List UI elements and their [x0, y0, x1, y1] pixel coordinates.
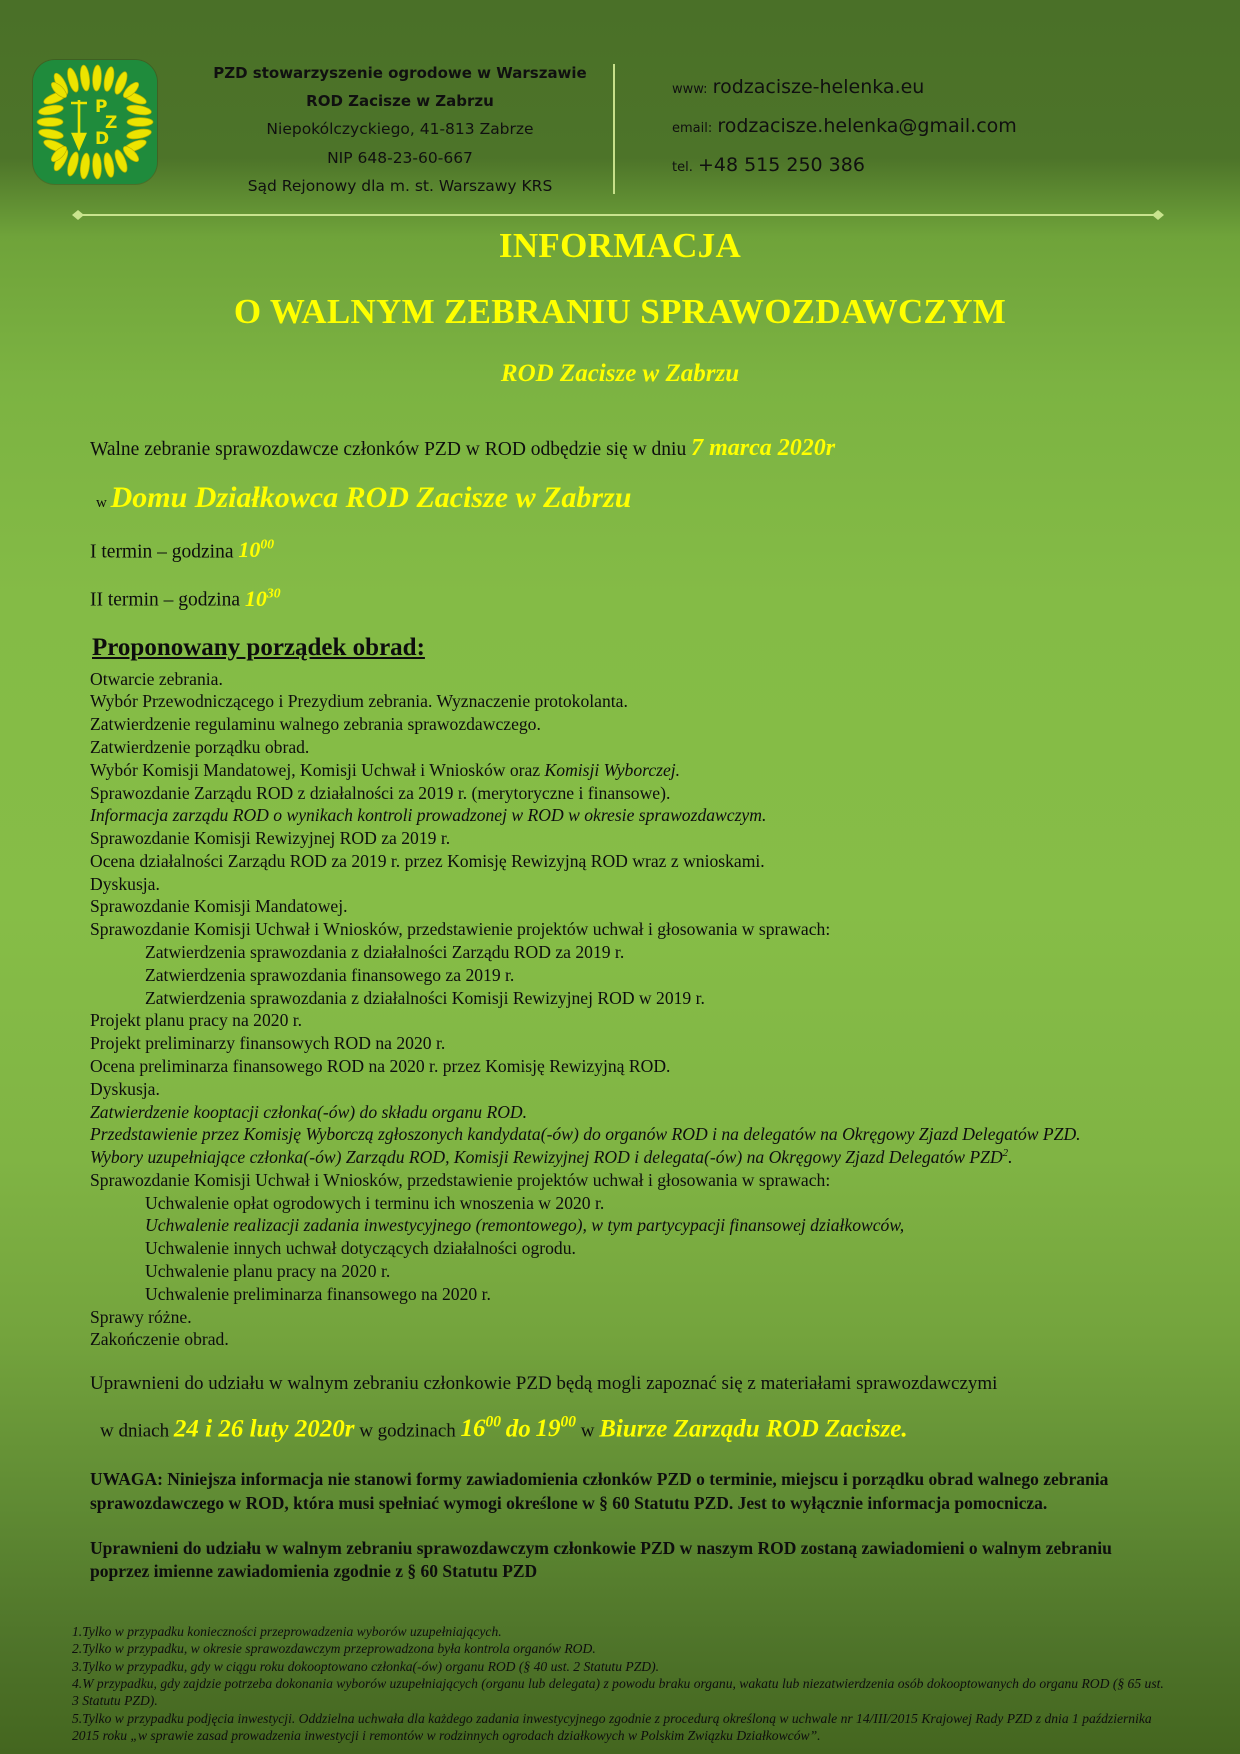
agenda-item-text: Sprawy różne. [90, 1306, 192, 1327]
agenda-item-text: Ocena preliminarza finansowego ROD na 2020 r. przez Komisję Rewizyjną ROD. [90, 1055, 671, 1076]
org-line-4: NIP 648-23-60-667 [327, 148, 473, 167]
org-line-2: ROD Zacisze w Zabrzu [306, 92, 494, 110]
agenda-item-text: Sprawozdanie Komisji Uchwał i Wniosków, przedstawienie projektów uchwał i głosowania w sprawach: [90, 919, 831, 940]
footnote-item: 1.Tylko w przypadku konieczności przeprowadzenia wyborów uzupełniających. [72, 1623, 502, 1639]
agenda-item-text: Wybory uzupełniające członka(-ów) Zarządu ROD, Komisji Rewizyjnej ROD i delegata(-ów) na Okręgowy Zjazd Delegatów PZD [90, 1147, 1003, 1168]
termin-first-time [238, 537, 274, 562]
agenda-item [90, 1260, 1240, 1283]
agenda-item [90, 1237, 1240, 1260]
intro-text: Walne zebranie sprawozdawcze członków PZD w ROD odbędzie się w dniu [90, 439, 687, 460]
agenda-item [90, 1146, 1240, 1169]
footnotes-list [0, 1623, 1240, 1745]
email-label: email: [672, 121, 713, 136]
tel-value: +48 515 250 386 [697, 154, 865, 176]
materials-time-separator: do [505, 1415, 531, 1443]
divider-bar [82, 214, 1154, 216]
header-divider [72, 210, 1164, 220]
agenda-list [0, 668, 1240, 1351]
page-subtitle: O WALNYM ZEBRANIU SPRAWOZDAWCZYM [233, 292, 1007, 331]
agenda-item-text: Ocena działalności Zarządu ROD za 2019 r. przez Komisję Rewizyjną ROD wraz z wnioskami. [90, 850, 765, 871]
footnote-item: 3.Tylko w przypadku, gdy w ciągu roku dokooptowano członka(-ów) organu ROD (§ 40 ust. 2 Statutu PZD). [72, 1658, 659, 1674]
agenda-item [90, 1306, 1240, 1329]
place-prefix: w [580, 1420, 595, 1442]
agenda-item [90, 873, 1240, 896]
contact-email-row [672, 115, 1017, 137]
agenda-item-text: Sprawozdanie Komisji Mandatowej. [90, 896, 348, 917]
page-garden-name: ROD Zacisze w Zabrzu [500, 360, 740, 387]
agenda-item [90, 941, 1240, 964]
agenda-item-text: Zatwierdzenia sprawozdania z działalności Zarządu ROD za 2019 r. [145, 942, 625, 963]
agenda-item-text: Uchwalenie preliminarza finansowego na 2020 r. [145, 1283, 491, 1304]
divider-diamond-right-icon [1152, 210, 1164, 220]
agenda-item-text: Sprawozdanie Zarządu ROD z działalności za 2019 r. (merytoryczne i finansowe). [90, 782, 671, 803]
contact-www-row [672, 76, 1017, 98]
agenda-item [90, 1328, 1240, 1351]
sunflower-logo-icon [33, 60, 157, 184]
agenda-item-text: Informacja zarządu ROD o wynikach kontroli prowadzonej w ROD w okresie sprawozdawczym. [90, 805, 767, 826]
agenda-item [90, 1032, 1240, 1055]
agenda-item-text: Zatwierdzenie regulaminu walnego zebrania sprawozdawczego. [90, 714, 541, 735]
page-title: INFORMACJA [498, 226, 742, 265]
email-value[interactable]: rodzacisze.helenka@gmail.com [717, 115, 1017, 137]
footnote-item: 5.Tylko w przypadku podjęcia inwestycji. Oddzielna uchwała dla każdego zadania inwestycyjnego zgodnie z procedurą określoną w uchwale nr 14/III/2015 Krajowej Rady PZD z dnia 1 października 2015 roku „w sprawie zasad prowadzenia inwestycji i remontów w rodzinnych ogrodach działkowych w Polskim Związku Działkowców”. [72, 1710, 1152, 1744]
agenda-item-text: Uchwalenie opłat ogrodowych i terminu ich wnoszenia w 2020 r. [145, 1192, 605, 1213]
agenda-item-text: Wybór Komisji Mandatowej, Komisji Uchwał i Wniosków oraz [90, 759, 545, 780]
agenda-item [90, 782, 1240, 805]
contact-tel-row [672, 154, 1017, 176]
agenda-item [90, 1078, 1240, 1101]
agenda-item-text: Zatwierdzenia sprawozdania z działalności Komisji Rewizyjnej ROD w 2019 r. [145, 987, 705, 1008]
time-to-minutes: 00 [560, 1414, 577, 1432]
agenda-item [90, 690, 1240, 713]
agenda-item-text: Zatwierdzenie porządku obrad. [90, 737, 310, 757]
agenda-item-text: Uchwalenie planu pracy na 2020 r. [145, 1260, 391, 1281]
venue-prefix: w [96, 495, 107, 511]
termin-second-hour: 10 [244, 585, 267, 611]
agenda-item [90, 1169, 1240, 1192]
materials-place: Biurze Zarządu ROD Zacisze. [599, 1415, 908, 1443]
agenda-item [90, 1009, 1240, 1032]
termin-first-hour: 10 [238, 537, 261, 563]
intro-line [0, 435, 1240, 462]
pzd-logo [33, 60, 157, 184]
agenda-item-text: Sprawozdanie Komisji Uchwał i Wniosków, przedstawienie projektów uchwał i głosowania w sprawach: [90, 1169, 831, 1190]
termin-second [0, 585, 1240, 611]
materials-time-to [536, 1415, 577, 1442]
materials-time-from [461, 1415, 502, 1442]
materials-dates: 24 i 26 luty 2020r [173, 1415, 355, 1443]
time-from-hour: 16 [460, 1415, 486, 1443]
agenda-item-text: Zatwierdzenia sprawozdania finansowego za 2019 r. [145, 964, 515, 985]
agenda-item [90, 1214, 1240, 1237]
www-label: www: [672, 82, 708, 97]
agenda-item-text: Zakończenie obrad. [90, 1329, 229, 1350]
termin-second-time [245, 586, 281, 611]
agenda-item-text: Dyskusja. [90, 1078, 160, 1099]
venue-line [0, 481, 1240, 515]
time-to-hour: 19 [535, 1415, 561, 1443]
agenda-item [90, 1123, 1240, 1146]
availability-line: Uprawnieni do udziału w walnym zebraniu członkowie PZD będą mogli zapoznać się z materiałami sprawozdawczymi [90, 1373, 998, 1395]
org-line-1: PZD stowarzyszenie ogrodowe w Warszawie [213, 64, 587, 82]
agenda-item-italic-tail: Komisji Wyborczej. [544, 759, 681, 780]
termin-second-label: II termin – godzina [90, 589, 240, 611]
agenda-item [90, 850, 1240, 873]
agenda-item [90, 1101, 1240, 1124]
venue-name: Domu Działkowca ROD Zacisze w Zabrzu [110, 481, 632, 514]
uwaga-secondary-block: Uprawnieni do udziału w walnym zebraniu sprawozdawczym członkowie PZD w naszym ROD zostaną zawiadomieni o walnym zebraniu poprzez imienne zawiadomienia zgodnie z § 60 Statutu PZD [90, 1537, 1112, 1581]
agenda-item-text: Dyskusja. [90, 873, 160, 894]
agenda-item-tail: . [1008, 1147, 1013, 1168]
agenda-item [90, 1283, 1240, 1306]
agenda-item-text: Sprawozdanie Komisji Rewizyjnej ROD za 2019 r. [90, 828, 451, 849]
tel-label: tel. [672, 160, 693, 175]
svg-text:Z: Z [105, 113, 118, 133]
agenda-item [90, 987, 1240, 1010]
page-header [0, 0, 1240, 204]
termin-first-minutes: 00 [260, 537, 274, 552]
agenda-item [90, 1192, 1240, 1215]
agenda-item [90, 759, 1240, 782]
meeting-date: 7 marca 2020r [691, 435, 836, 461]
organization-block [190, 54, 610, 208]
agenda-item-text: Otwarcie zebrania. [90, 668, 223, 689]
agenda-item [90, 1055, 1240, 1078]
agenda-item [90, 895, 1240, 918]
agenda-item-text: Projekt preliminarzy finansowych ROD na 2020 r. [90, 1033, 446, 1054]
agenda-heading: Proponowany porządek obrad: [92, 633, 425, 661]
agenda-item-footnote-ref: 2 [1002, 1147, 1009, 1160]
agenda-item [90, 736, 1240, 759]
logo-container [0, 54, 190, 184]
uwaga-block: UWAGA: Niniejsza informacja nie stanowi formy zawiadomienia członków PZD o terminie, miejscu i porządku obrad walnego zebrania sprawozdawczego w ROD, która musi spełniać wymogi określone w § 60 Statutu PZD. Jest to wyłącznie informacja pomocnicza. [90, 1469, 1109, 1513]
agenda-item-text: Przedstawienie przez Komisję Wyborczą zgłoszonych kandydata(-ów) do organów ROD i na delegatów na Okręgowy Zjazd Delegatów PZD. [90, 1124, 1081, 1145]
footnote-item: 4.W przypadku, gdy zajdzie potrzeba dokonania wyborów uzupełniających (organu lub delegata) z powodu braku organu, wakatu lub niezatwierdzenia osób dokooptowanych do organu ROD (§ 65 ust. 3 Statutu PZD). [72, 1675, 1164, 1709]
agenda-item-text: Uchwalenie innych uchwał dotyczących działalności ogrodu. [145, 1238, 576, 1259]
svg-text:D: D [95, 129, 110, 149]
agenda-item [90, 918, 1240, 941]
agenda-item-text: Projekt planu pracy na 2020 r. [90, 1010, 303, 1031]
agenda-item-text: Wybór Przewodniczącego i Prezydium zebrania. Wyznaczenie protokolanta. [90, 691, 628, 712]
agenda-item [90, 713, 1240, 736]
termin-first [0, 537, 1240, 563]
time-from-minutes: 00 [485, 1414, 502, 1432]
agenda-item [90, 668, 1240, 691]
footnote-item: 2.Tylko w przypadku, w okresie sprawozdawczym przeprowadzona była kontrola organów ROD. [72, 1641, 596, 1657]
termin-second-minutes: 30 [266, 585, 281, 601]
agenda-item [90, 827, 1240, 850]
org-line-3: Niepokólczyckiego, 41-813 Zabrze [266, 120, 534, 138]
svg-text:P: P [95, 97, 108, 117]
dates-prefix: w dniach [100, 1420, 170, 1442]
header-vertical-divider [613, 64, 615, 194]
www-value[interactable]: rodzacisze-helenka.eu [712, 76, 925, 98]
agenda-item [90, 804, 1240, 827]
materials-dates-line [0, 1414, 1240, 1443]
termin-first-label: I termin – godzina [90, 541, 234, 563]
agenda-item-text: Zatwierdzenie kooptacji członka(-ów) do składu organu ROD. [90, 1101, 528, 1122]
agenda-item-text: Uchwalenie realizacji zadania inwestycyjnego (remontowego), w tym partycypacji finansowej działkowców, [145, 1215, 905, 1236]
agenda-item [90, 964, 1240, 987]
contact-block [672, 54, 1017, 193]
org-line-5: Sąd Rejonowy dla m. st. Warszawy KRS [247, 177, 553, 195]
dates-mid: w godzinach [359, 1420, 456, 1442]
